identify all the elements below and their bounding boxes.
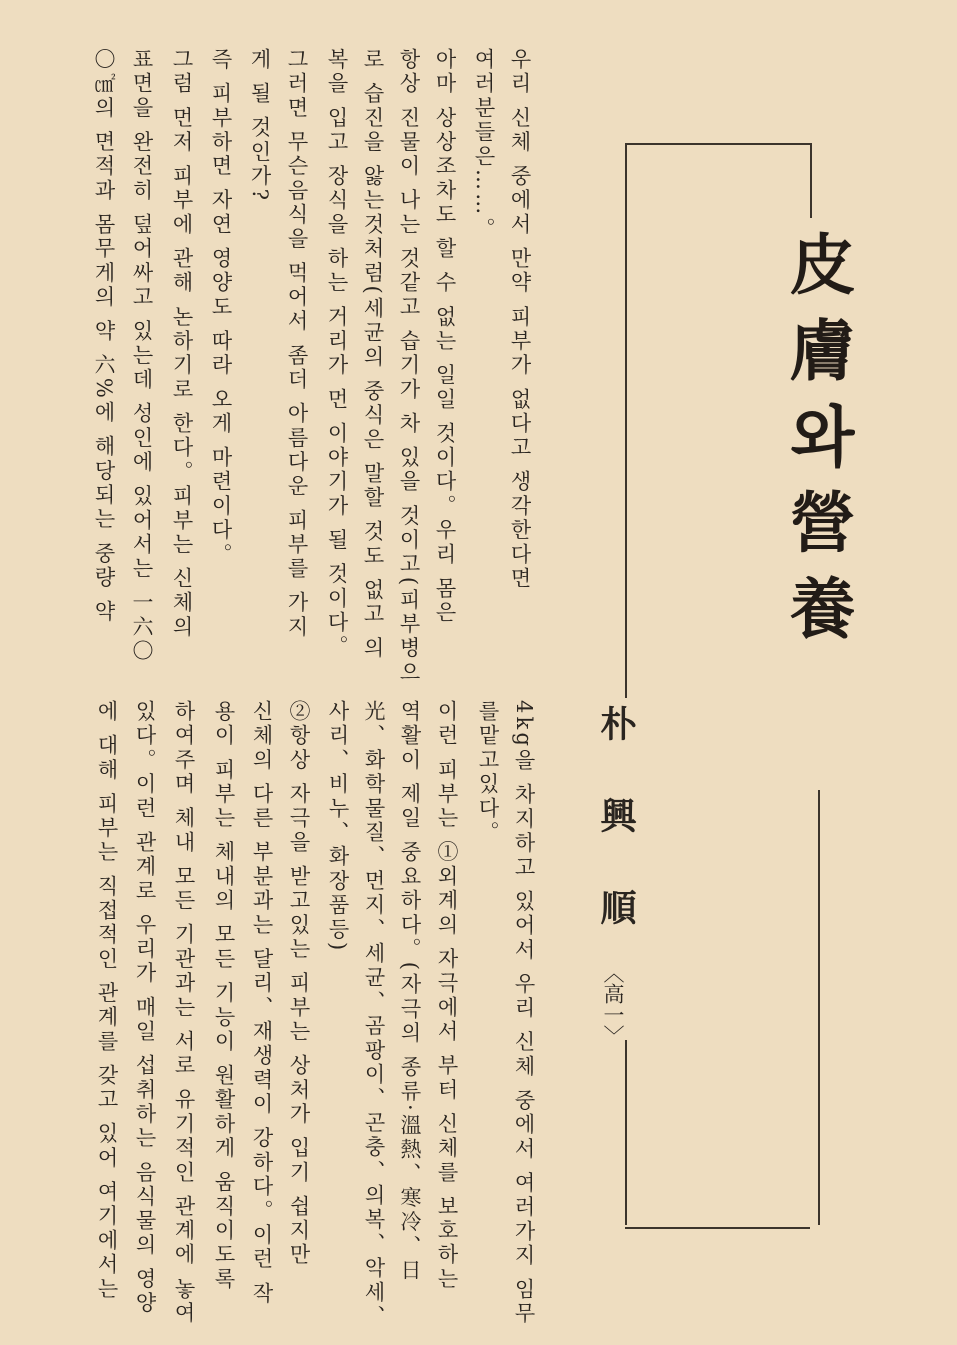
- text-column: 아마 상상조차도 할 수 없는 일일 것이다。우리 몸은: [433, 48, 457, 626]
- text-column: 그러면 무슨음식을 먹어서 좀더 아름다운 피부를 가지: [285, 48, 309, 640]
- author-name: 朴興順: [595, 705, 637, 981]
- text-column: ②항상 자극을 받고있는 피부는 상처가 입기 쉽지만: [287, 700, 311, 1268]
- text-column: 항상 진물이 나는 것같고 습기가 차 있을 것이고(피부병으: [397, 48, 421, 686]
- article-title: 皮膚와營養: [778, 230, 856, 660]
- text-column: 게 될 것인가?: [248, 48, 272, 204]
- text-column: 신체의 다른 부분과는 달리、재생력이 강하다。이런 작: [250, 700, 274, 1306]
- text-column: 용이 피부는 체내의 모든 기능이 원활하게 움직이도록: [212, 700, 236, 1292]
- text-column: 이런 피부는 ①외계의 자극에서 부터 신체를 보호하는: [435, 700, 459, 1292]
- text-column: 우리 신체 중에서 만약 피부가 없다고 생각한다면: [508, 48, 532, 592]
- text-column: 그럼 먼저 피부에 관해 논하기로 한다。피부는 신체의: [170, 48, 194, 640]
- title-frame-right-rule-bottom: [818, 790, 820, 1225]
- text-column: 즉 피부하면 자연 영양도 따라 오게 마련이다。: [209, 48, 233, 568]
- text-column: 光、화학물질、먼지、세균、곰팡이、곤충、의복、악세、: [362, 700, 386, 1330]
- text-column: 있다。이런 관계로 우리가 매일 섭취하는 음식물의 영양: [133, 700, 157, 1316]
- text-column: 〇㎠의 면적과 몸무게의 약 六%에 해당되는 중량 약: [92, 48, 116, 625]
- text-column: 를맡고있다。: [476, 700, 500, 846]
- text-column: 로 습진을 앓는것처럼(세균의 중식은 말할 것도 없고 의: [361, 48, 385, 661]
- text-column: 표면을 완전히 덮어싸고 있는데 성인에 있어서는 一六〇: [130, 48, 154, 664]
- title-frame-left-rule: [625, 143, 627, 698]
- title-frame-left-rule-bottom: [625, 1040, 627, 1225]
- text-column: 복을 입고 장식을 하는 거리가 먼 이야기가 될 것이다。: [325, 48, 349, 660]
- text-column: 여러분들은……。: [472, 48, 496, 242]
- title-frame-right-rule-top: [810, 143, 812, 218]
- text-column: 하여주며 체내 모든 기관과는 서로 유기적인 관계에 놓여: [172, 700, 196, 1326]
- text-column: 사리、비누、화장품등): [326, 700, 350, 954]
- text-column: 역활이 제일 중요하다。(자극의 종류·溫熱、寒冷、日: [398, 700, 422, 1284]
- text-column: 4kg을 차지하고 있어서 우리 신체 중에서 여러가지 임무: [512, 700, 536, 1327]
- text-column: 에 대해 피부는 직접적인 관계를 갖고 있어 여기에서는: [95, 700, 119, 1302]
- author-grade: 〈高一〉: [601, 962, 625, 1046]
